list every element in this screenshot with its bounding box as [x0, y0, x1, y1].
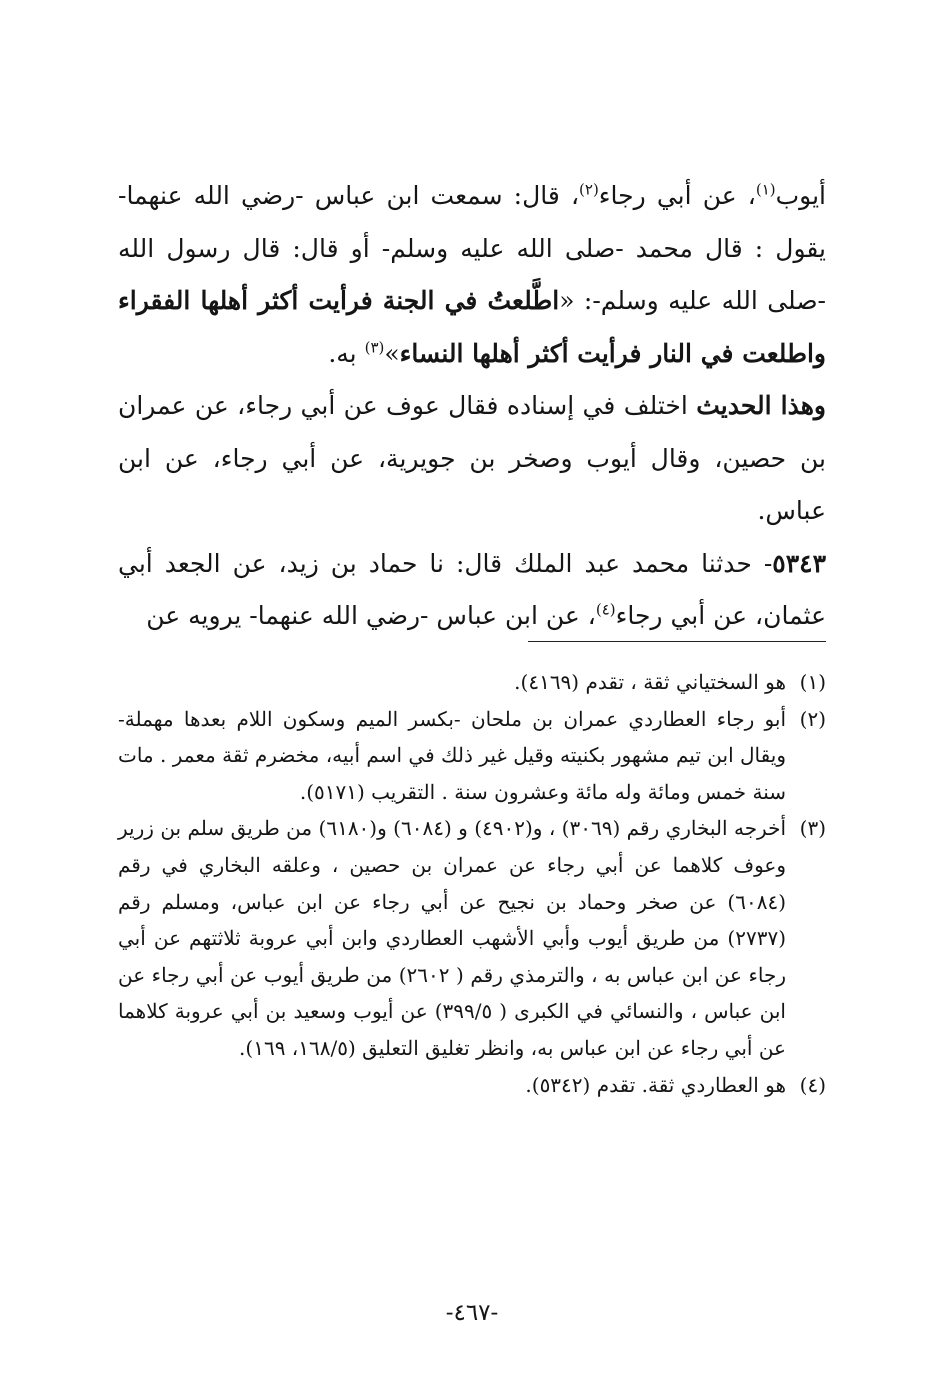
footnote-ref: (٢): [579, 180, 599, 199]
text-run: أيوب: [775, 181, 826, 210]
footnote-number: (٢): [799, 706, 826, 731]
main-text: [118, 170, 826, 643]
hadith-number: ٥٣٤٣: [772, 548, 826, 578]
footnote-text: هو العطاردي ثقة. تقدم (٥٣٤٢).: [525, 1072, 786, 1097]
footnote: [118, 664, 826, 701]
footnote-divider: [528, 641, 826, 642]
text-run: به.: [328, 338, 365, 368]
footnote-ref: (١): [755, 180, 776, 199]
text-run: ، قال: سمعت ابن عباس -رضي الله عنهما- يقول : قال محمد -صلى الله عليه وسلم- أو قال: قال رسول الله -صلى الله عليه وسلم-: «: [118, 181, 827, 315]
footnote-text: أبو رجاء العطاردي عمران بن ملحان -بكسر الميم وسكون اللام بعدها مهملة- ويقال ابن تيم مشهور بكنيته وقيل غير ذلك في اسم أبيه، مخضرم ثقة معمر . مات سنة خمس ومائة وله مائة وعشرون سنة . التقريب (٥١٧١).: [118, 706, 786, 804]
text-run: اختلف في إسناده فقال عوف عن أبي رجاء، عن عمران بن حصين، وقال أيوب وصخر بن جويرية، عن أبي رجاء، عن ابن عباس.: [118, 391, 826, 525]
footnote-number: (٤): [799, 1072, 826, 1097]
text-run: »: [384, 338, 400, 368]
hadith-text: اطَّلعتُ في الجنة فرأيت أكثر أهلها الفقراء واطلعت في النار فرأيت أكثر أهلها النساء: [118, 286, 826, 368]
text-run: ، عن ابن عباس -رضي الله عنهما- يرويه عن: [146, 601, 596, 630]
footnote: [118, 810, 826, 1066]
text-run: - حدثنا محمد عبد الملك قال: نا حماد بن زيد، عن الجعد أبي عثمان، عن أبي رجاء: [118, 548, 826, 630]
footnote-text: هو السختياني ثقة ، تقدم (٤١٦٩).: [514, 670, 786, 694]
page-number: -٤٦٧-: [445, 1300, 499, 1326]
footnotes: [118, 664, 826, 1103]
paragraph-hadith: [118, 170, 826, 380]
footnote: [118, 701, 826, 811]
footnote-ref: (٣): [364, 338, 385, 357]
footnote-number: (١): [799, 670, 826, 694]
text-run: ، عن أبي رجاء: [598, 181, 756, 210]
paragraph-hadith-number: [118, 538, 826, 643]
paragraph-commentary: [118, 380, 826, 538]
footnote: [118, 1067, 826, 1104]
commentary-heading: وهذا الحديث: [696, 391, 826, 420]
footnote-text: أخرجه البخاري رقم (٣٠٦٩) ، و(٤٩٠٢) و (٦٠٨٤) و(٦١٨٠) من طريق سلم بن زرير وعوف كلاهما عن أبي رجاء عن عمران بن حصين ، وعلقه البخاري في رقم (٦٠٨٤) عن صخر وحماد بن نجيح عن أبي رجاء عن ابن عباس، ومسلم رقم (٢٧٣٧) من طريق أيوب وأبي الأشهب العطاردي وابن أبي عروبة ثلاثتهم عن أبي رجاء عن ابن عباس به ، والترمذي رقم ( ٢٦٠٢) من طريق أيوب عن أبي رجاء عن ابن عباس ، والنسائي في الكبرى ( ٣٩٩/٥) عن أيوب وسعيد بن أبي عروبة كلاهما عن أبي رجاء عن ابن عباس به، وانظر تغليق التعليق (١٦٨/٥، ١٦٩).: [118, 816, 787, 1060]
footnote-number: (٣): [799, 816, 826, 841]
footnote-ref: (٤): [595, 600, 616, 619]
